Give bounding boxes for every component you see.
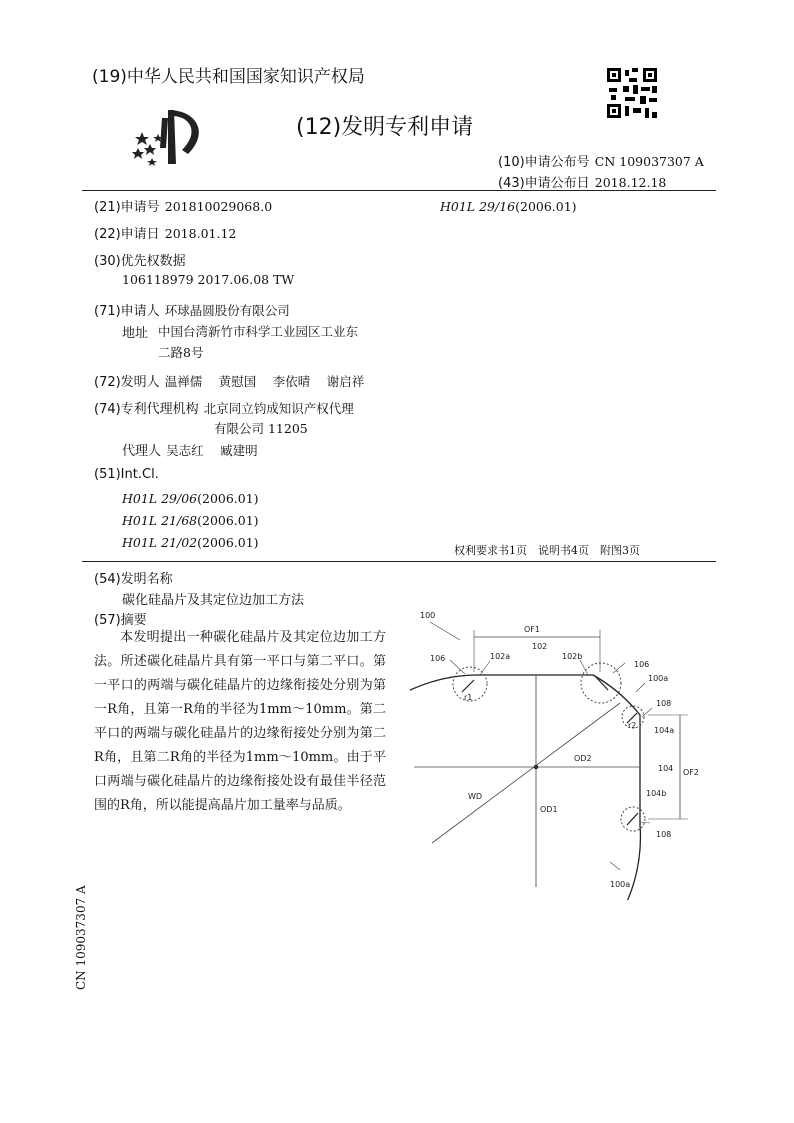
int-cl-code: H01L 21/02 [122, 535, 198, 550]
label-104b: 104b [646, 789, 667, 798]
ipc-main-version: (2006.01) [515, 199, 577, 214]
label-108: 108 [656, 830, 672, 839]
priority-data: 106118979 2017.06.08 TW [122, 272, 295, 287]
wafer-outline [410, 675, 640, 900]
int-cl-entry [122, 532, 259, 551]
ipc-main-row [440, 196, 577, 215]
label-od2: OD2 [574, 754, 592, 763]
abstract-label: (57)摘要 [94, 613, 147, 628]
priority-label: (30)优先权数据 [94, 254, 186, 269]
int-cl-entry [122, 488, 259, 507]
label-of2: OF2 [683, 768, 699, 777]
label-108: 108 [656, 699, 672, 708]
address-label: 地址 [122, 326, 149, 341]
label-r1: r1 [464, 693, 473, 702]
publication-date-row [498, 172, 666, 191]
address-line-1: 中国台湾新竹市科学工业园区工业东 [158, 324, 359, 339]
agency-line-1: 北京同立钧成知识产权代理 [203, 401, 354, 416]
agency-line-2: 有限公司 11205 [214, 421, 308, 436]
ipc-main-code: H01L 29/16 [440, 199, 516, 214]
filing-date: 2018.01.12 [164, 226, 237, 241]
applicant-label: (71)申请人 [94, 304, 160, 319]
document-type-title: (12)发明专利申请 [296, 115, 474, 140]
application-number-label: (21)申请号 [94, 200, 160, 215]
label-104: 104 [658, 764, 674, 773]
label-102b: 102b [562, 652, 583, 661]
side-publication-number: CN 109037307 A [74, 885, 88, 990]
agent-label: 代理人 [122, 444, 162, 459]
office-name: (19)中华人民共和国国家知识产权局 [92, 67, 365, 87]
filing-date-label: (22)申请日 [94, 227, 160, 242]
qr-code [607, 68, 657, 118]
label-100a: 100a [610, 880, 631, 889]
wd-line [432, 703, 620, 843]
int-cl-version: (2006.01) [197, 535, 259, 550]
invention-title-label: (54)发明名称 [94, 572, 173, 587]
label-of1: OF1 [524, 625, 540, 634]
invention-title: 碳化硅晶片及其定位边加工方法 [122, 593, 305, 608]
int-cl-label: (51)Int.Cl. [94, 467, 159, 482]
applicant: 环球晶圆股份有限公司 [164, 303, 290, 318]
agency-row [94, 398, 354, 417]
wafer-figure [410, 600, 710, 900]
label-104a: 104a [654, 726, 675, 735]
label-102: 102 [532, 642, 548, 651]
applicant-row [94, 300, 290, 319]
label-r2: r2 [628, 721, 637, 730]
int-cl-code: H01L 21/68 [122, 513, 198, 528]
publication-number: CN 109037307 A [594, 154, 704, 169]
int-cl-code: H01L 29/06 [122, 491, 198, 506]
agent-row [122, 440, 258, 459]
publication-number-row [498, 151, 704, 170]
label-106: 106 [430, 654, 446, 663]
filing-date-row [94, 223, 236, 242]
int-cl-entry [122, 510, 259, 529]
label-od1: OD1 [540, 805, 558, 814]
address-line-2: 二路8号 [158, 345, 204, 360]
publication-number-label: (10)申请公布号 [498, 155, 590, 170]
inventors: 温禅儒 黄慰国 李依晴 谢启祥 [164, 374, 365, 389]
int-cl-version: (2006.01) [197, 513, 259, 528]
cnipa-logo [128, 104, 208, 168]
label-106: 106 [634, 660, 650, 669]
application-number: 201810029068.0 [164, 199, 273, 214]
label-100: 100 [420, 611, 436, 620]
inventors-row [94, 371, 364, 390]
label-100a: 100a [648, 674, 669, 683]
header-divider [82, 190, 716, 191]
inventors-label: (72)发明人 [94, 375, 160, 390]
application-number-row [94, 196, 272, 215]
int-cl-version: (2006.01) [197, 491, 259, 506]
agent: 吴志红 臧建明 [166, 443, 258, 458]
label-102a: 102a [490, 652, 511, 661]
publication-date-label: (43)申请公布日 [498, 176, 590, 191]
page-count-info: 权利要求书1页 说明书4页 附图3页 [454, 544, 640, 557]
publication-date: 2018.12.18 [594, 175, 667, 190]
agency-label: (74)专利代理机构 [94, 402, 199, 417]
biblio-divider [82, 561, 716, 562]
label-wd: WD [468, 792, 483, 801]
abstract-text: 本发明提出一种碳化硅晶片及其定位边加工方法。所述碳化硅晶片具有第一平口与第二平口。第一平口的两端与碳化硅晶片的边缘衔接处分别为第一R角，且第一R角的半径为1mm～10mm。第二平口的两端与碳化硅晶片的边缘衔接处分别为第二R角，且第二R角的半径为1mm～10mm。由于平口两端与碳化硅晶片的边缘衔接处设有最佳半径范围的R角，所以能提高晶片加工量率与品质。 [94, 630, 386, 813]
